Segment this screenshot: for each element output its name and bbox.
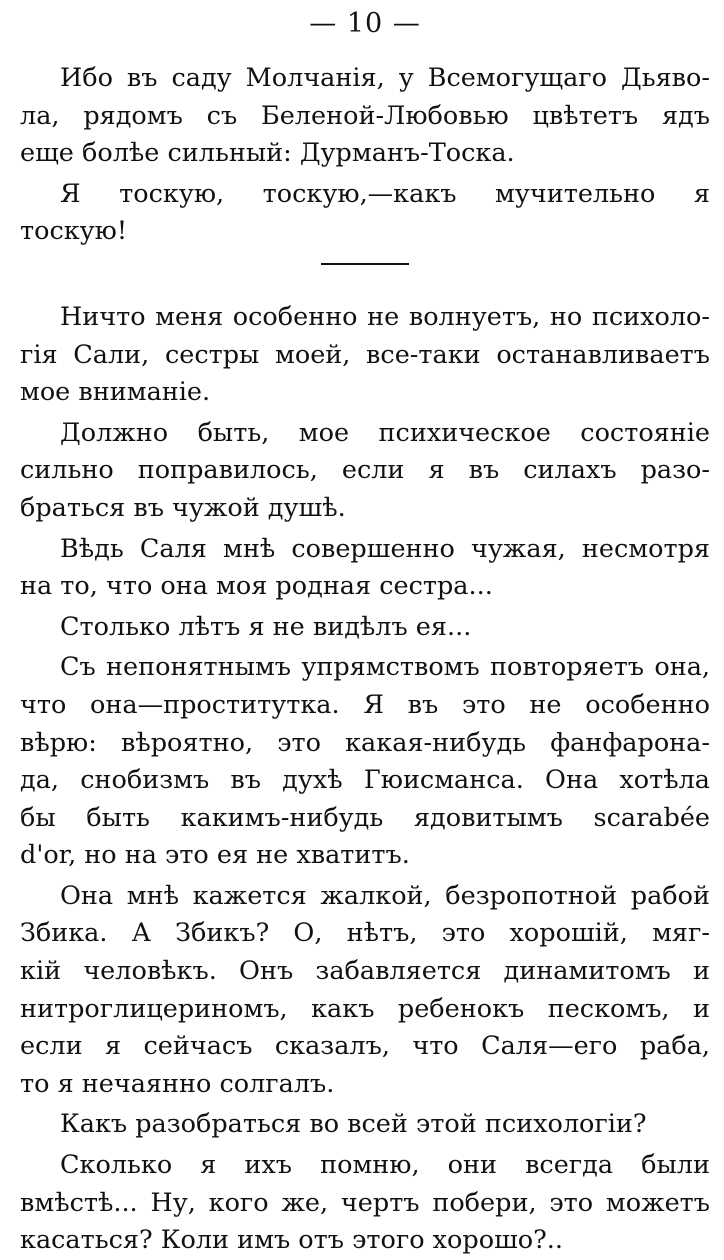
text-line: кій человѣкъ. Онъ забавляется динамитомъ и xyxy=(20,956,710,987)
text-line: мое вниманіе. xyxy=(20,377,211,408)
text-line: Сколько я ихъ помню, они всегда были xyxy=(60,1150,710,1181)
text-line: да, снобизмъ въ духѣ Гюисманса. Она хотѣла xyxy=(20,765,710,796)
text-line: бы быть какимъ-нибудь ядовитымъ scarabée xyxy=(20,802,710,833)
text-line: Вѣдь Саля мнѣ совершенно чужая, несмотря xyxy=(60,533,710,564)
text-line: Збика. А Збикъ? О, нѣтъ, это хорошій, мяг- xyxy=(20,918,710,949)
text-line: Съ непонятнымъ упрямствомъ повторяетъ она, xyxy=(60,652,710,683)
text-line: Столько лѣтъ я не видѣлъ ея... xyxy=(60,611,472,642)
paragraph xyxy=(20,176,710,251)
text-line: сильно поправилось, если я въ силахъ разо- xyxy=(20,455,710,486)
page-number: — 10 — xyxy=(309,8,421,39)
text-line: браться въ чужой душѣ. xyxy=(20,492,346,523)
text-line: Я тоскую, тоскую,—какъ мучительно я xyxy=(60,178,710,209)
paragraph xyxy=(20,878,710,1104)
text-line: еще болѣе сильный: Дурманъ-Тоска. xyxy=(20,138,515,169)
section-divider xyxy=(321,263,409,265)
text-section-2 xyxy=(20,299,710,1260)
paragraph xyxy=(20,415,710,528)
text-line: на то, что она моя родная сестра... xyxy=(20,571,493,602)
paragraph xyxy=(20,60,710,173)
text-line: d'or, но на это ея не хватитъ. xyxy=(20,840,410,871)
text-line: гія Сали, сестры моей, все-таки останавливаетъ xyxy=(20,339,710,370)
text-line: касаться? Коли имъ отъ этого хорошо?.. xyxy=(20,1225,564,1256)
text-line: если я сейчасъ сказалъ, что Саля—его раба, xyxy=(20,1031,710,1062)
text-line: Какъ разобраться во всей этой психологіи? xyxy=(60,1109,647,1140)
paragraph xyxy=(20,531,710,606)
text-line: Она мнѣ кажется жалкой, безропотной рабой xyxy=(60,880,710,911)
text-line: то я нечаянно солгалъ. xyxy=(20,1068,335,1099)
text-line: ла, рядомъ съ Беленой-Любовью цвѣтетъ ядъ xyxy=(20,100,710,131)
text-line: вѣрю: вѣроятно, это какая-нибудь фанфарона- xyxy=(20,727,710,758)
paragraph xyxy=(20,299,710,412)
text-line: тоскую! xyxy=(20,216,128,247)
text-line: Должно быть, мое психическое состояніе xyxy=(60,417,710,448)
text-section-1 xyxy=(20,60,710,251)
text-line: вмѣстѣ... Ну, кого же, чертъ побери, это можетъ xyxy=(20,1187,710,1218)
text-line: Ничто меня особенно не волнуетъ, но психоло- xyxy=(60,301,710,332)
paragraph xyxy=(20,1147,710,1260)
text-line: нитроглицериномъ, какъ ребенокъ пескомъ, и xyxy=(20,993,710,1024)
paragraph xyxy=(20,1106,710,1144)
text-line: что она—проститутка. Я въ это не особенно xyxy=(20,689,710,720)
paragraph xyxy=(20,609,710,647)
text-line: Ибо въ саду Молчанія, у Всемогущаго Дьяво- xyxy=(60,63,710,93)
paragraph xyxy=(20,649,710,875)
